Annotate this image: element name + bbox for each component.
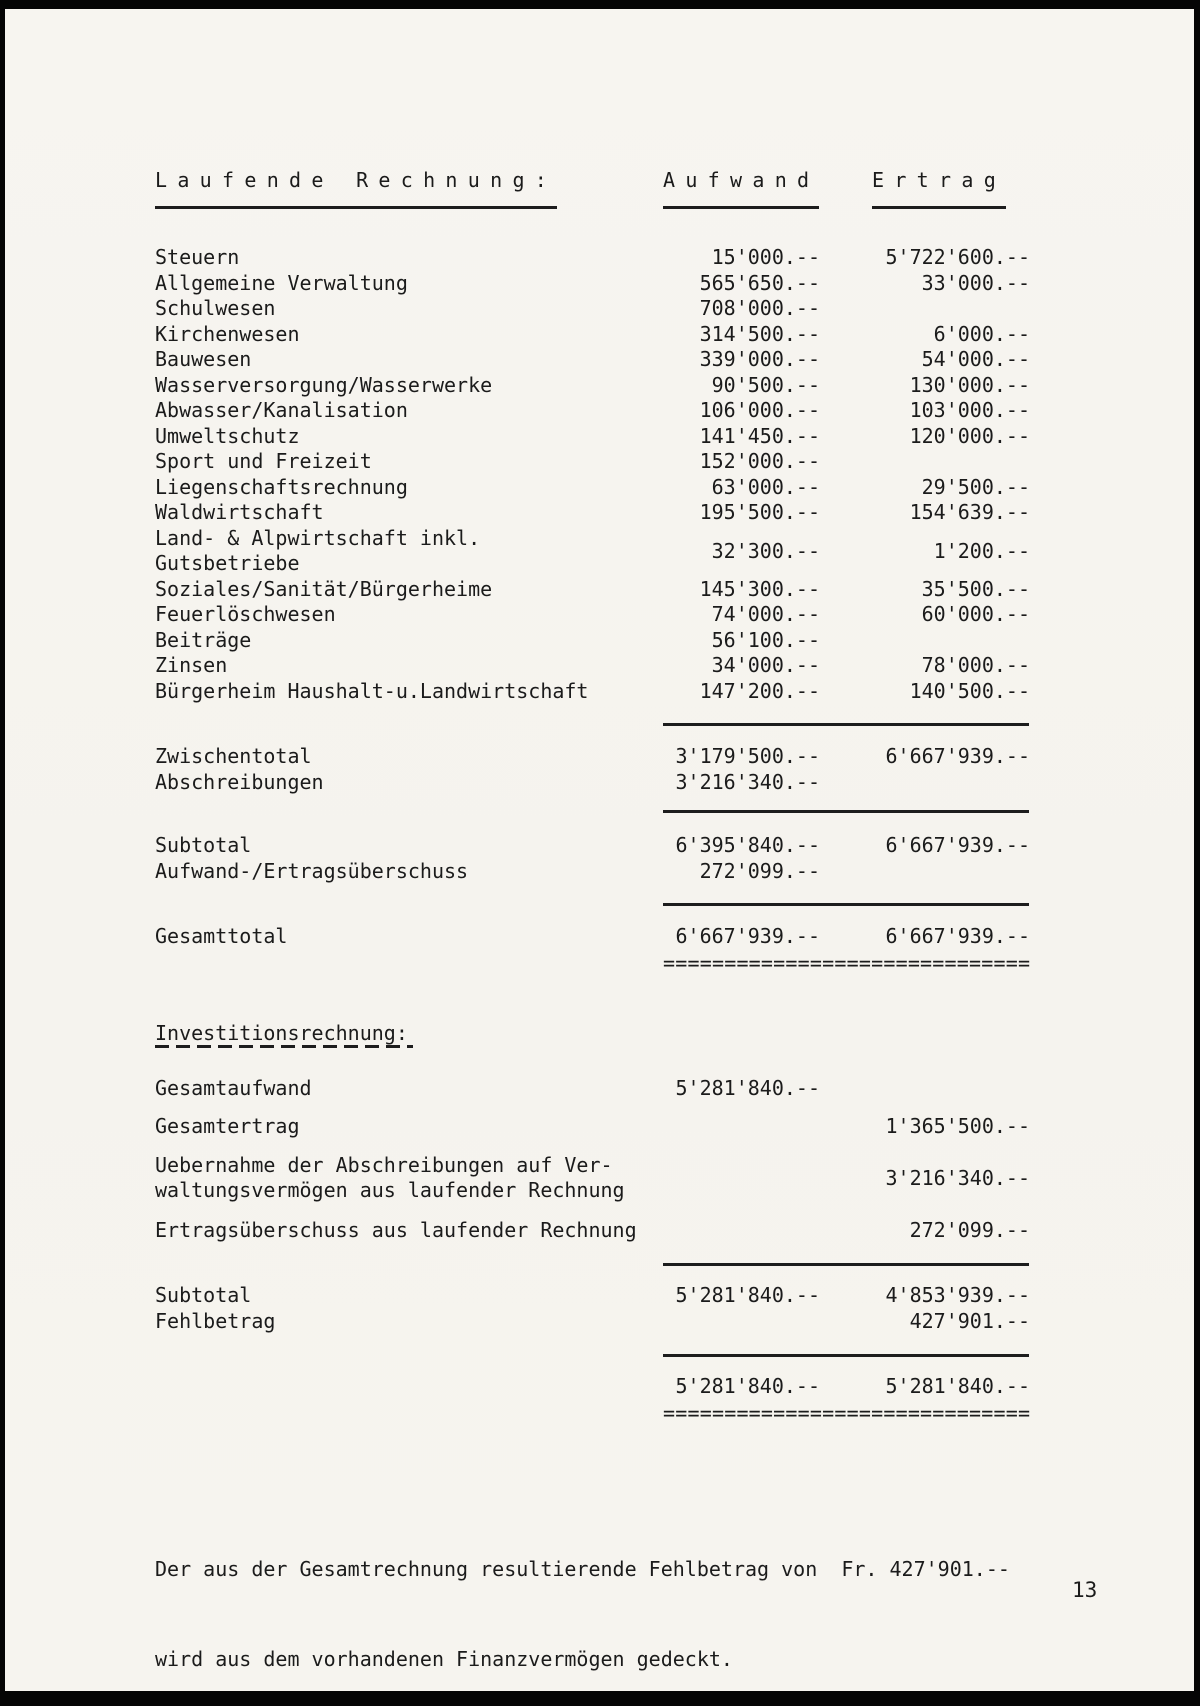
aufwand-value: 339'000.-- — [699, 347, 820, 371]
row-label: Wasserversorgung/Wasserwerke — [155, 372, 493, 397]
table-row — [155, 1218, 1035, 1244]
ertrag-value: 54'000.-- — [921, 347, 1030, 371]
ertrag-value: 5'281'840.-- — [885, 1373, 1030, 1398]
zwischentotal-row — [155, 744, 1035, 770]
table-row — [155, 1114, 1035, 1140]
row-label: Abschreibungen — [155, 769, 324, 794]
column-header-aufwand: Aufwand — [663, 170, 819, 209]
ertrag-value: 154'639.-- — [909, 500, 1030, 524]
aufwand-value: 141'450.-- — [699, 423, 820, 448]
total-rule — [663, 1354, 1029, 1357]
investment-heading — [155, 1023, 1035, 1048]
total-rule — [663, 903, 1029, 906]
column-header-ertrag: Ertrag — [872, 170, 1006, 209]
row-label: Abwasser/Kanalisation — [155, 398, 408, 422]
row-label: Gesamtaufwand — [155, 1075, 312, 1100]
row-label: Bauwesen — [155, 347, 252, 371]
table-row — [155, 373, 1035, 399]
dashed-underline — [155, 1045, 413, 1048]
row-label: Aufwand-/Ertragsüberschuss — [155, 858, 469, 883]
row-label: Subtotal — [155, 833, 252, 857]
table-row — [155, 475, 1035, 501]
table-row — [155, 602, 1035, 628]
subtotal-row — [155, 833, 1035, 859]
aufwand-value: 3'179'500.-- — [675, 744, 820, 768]
row-label: Gesamttotal — [155, 924, 288, 948]
double-rule: ============================== — [663, 950, 1031, 975]
total-rule — [663, 1263, 1029, 1266]
ertrag-value: 1'365'500.-- — [885, 1113, 1030, 1138]
aufwand-value: 5'281'840.-- — [675, 1283, 820, 1307]
aufwand-value: 152'000.-- — [699, 449, 820, 473]
subtotal-row — [155, 1283, 1035, 1309]
ertrag-value — [820, 449, 1030, 475]
row-label: Beiträge — [155, 627, 252, 652]
aufwand-value: 3'216'340.-- — [675, 769, 820, 794]
ertrag-value — [820, 770, 1030, 796]
row-label: Land- & Alpwirtschaft inkl. Gutsbetriebe — [155, 525, 481, 575]
footer-paragraph — [155, 1494, 1010, 1706]
table-row — [155, 577, 1035, 603]
fehlbetrag-row — [155, 1309, 1035, 1335]
aufwand-value — [645, 1309, 820, 1335]
ertrag-value: 140'500.-- — [909, 678, 1030, 703]
ertrag-value: 6'000.-- — [933, 321, 1030, 346]
row-label: Zinsen — [155, 653, 228, 677]
table-row — [155, 628, 1035, 654]
aufwand-value: 15'000.-- — [711, 245, 820, 269]
row-label: Feuerlöschwesen — [155, 602, 336, 626]
ertrag-value: 4'853'939.-- — [885, 1283, 1030, 1307]
aufwand-value: 145'300.-- — [699, 576, 820, 601]
total-rule — [663, 810, 1029, 813]
gesamttotal-row — [155, 924, 1035, 950]
table-row — [155, 1153, 1035, 1204]
table-row — [155, 679, 1035, 705]
investment-account-section — [155, 1023, 1035, 1427]
ertrag-value: 6'667'939.-- — [885, 833, 1030, 857]
abschreibungen-row — [155, 770, 1035, 796]
aufwand-value — [645, 1114, 820, 1140]
aufwand-value: 63'000.-- — [711, 474, 820, 499]
row-label: Liegenschaftsrechnung — [155, 474, 408, 499]
ertrag-value: 6'667'939.-- — [885, 744, 1030, 768]
final-total-row — [155, 1374, 1035, 1400]
aufwand-value: 56'100.-- — [711, 627, 820, 652]
ertrag-value: 29'500.-- — [921, 474, 1030, 499]
ertrag-value — [820, 859, 1030, 885]
page-number: 13 — [1072, 1578, 1098, 1602]
ertrag-value: 5'722'600.-- — [885, 245, 1030, 269]
table-row — [155, 449, 1035, 475]
ertrag-value: 6'667'939.-- — [885, 924, 1030, 948]
current-account-section — [155, 245, 1035, 976]
table-row — [155, 526, 1035, 577]
section-title: Investitionsrechnung: — [155, 1021, 408, 1045]
table-row — [155, 424, 1035, 450]
ertrag-value: 272'099.-- — [909, 1217, 1030, 1242]
row-label: Ertragsüberschuss aus laufender Rechnung — [155, 1217, 637, 1242]
row-label: Zwischentotal — [155, 744, 312, 768]
row-label: Gesamtertrag — [155, 1113, 300, 1138]
table-row — [155, 296, 1035, 322]
row-label: Schulwesen — [155, 296, 276, 320]
ertrag-value: 35'500.-- — [921, 576, 1030, 601]
aufwand-value: 195'500.-- — [699, 500, 820, 524]
row-label — [155, 1374, 645, 1400]
footer-line: wird aus dem vorhandenen Finanzvermögen gedeckt. — [155, 1647, 733, 1671]
aufwand-value: 565'650.-- — [699, 270, 820, 295]
ertrag-value — [820, 1076, 1030, 1102]
aufwand-value: 32'300.-- — [711, 538, 820, 563]
row-label: Umweltschutz — [155, 423, 300, 448]
ertrag-value — [820, 628, 1030, 654]
row-label: Sport und Freizeit — [155, 449, 372, 473]
table-row — [155, 271, 1035, 297]
row-label: Allgemeine Verwaltung — [155, 270, 408, 295]
aufwand-value: 106'000.-- — [699, 398, 820, 422]
row-label: Kirchenwesen — [155, 321, 300, 346]
table-row — [155, 1076, 1035, 1102]
ertrag-value: 130'000.-- — [909, 372, 1030, 397]
row-label: Soziales/Sanität/Bürgerheime — [155, 576, 493, 601]
aufwand-value: 314'500.-- — [699, 321, 820, 346]
ertrag-value: 1'200.-- — [933, 538, 1030, 563]
ertrag-value: 60'000.-- — [921, 602, 1030, 626]
aufwand-value — [645, 1218, 820, 1244]
row-label: Uebernahme der Abschreibungen auf Ver- waltungsvermögen aus laufender Rechnung — [155, 1152, 625, 1202]
row-label: Bürgerheim Haushalt-u.Landwirtschaft — [155, 678, 589, 703]
ertrag-value: 427'901.-- — [909, 1308, 1030, 1333]
ertrag-value: 78'000.-- — [921, 653, 1030, 677]
table-row — [155, 500, 1035, 526]
table-row — [155, 322, 1035, 348]
aufwand-value: 272'099.-- — [699, 858, 820, 883]
aufwand-value: 6'667'939.-- — [675, 924, 820, 948]
investment-rows — [155, 1076, 1035, 1244]
ertrag-value: 3'216'340.-- — [885, 1165, 1030, 1190]
total-rule — [663, 723, 1029, 726]
aufwand-value: 90'500.-- — [711, 372, 820, 397]
aufwand-value: 708'000.-- — [699, 296, 820, 320]
aufwand-value: 147'200.-- — [699, 678, 820, 703]
aufwand-value: 6'395'840.-- — [675, 833, 820, 857]
row-label: Steuern — [155, 245, 240, 269]
aufwand-value: 74'000.-- — [711, 602, 820, 626]
double-rule: ============================== — [663, 1401, 1031, 1425]
document-title: Laufende Rechnung: — [155, 170, 557, 209]
table-row — [155, 653, 1035, 679]
ertrag-value — [820, 296, 1030, 322]
table-row — [155, 347, 1035, 373]
ueberschuss-row — [155, 859, 1035, 885]
table-row — [155, 245, 1035, 271]
ertrag-value: 103'000.-- — [909, 398, 1030, 422]
aufwand-value: 5'281'840.-- — [675, 1373, 820, 1398]
footer-line: Der aus der Gesamtrechnung resultierende Fehlbetrag von Fr. 427'901.-- — [155, 1557, 1010, 1581]
ertrag-value: 33'000.-- — [921, 270, 1030, 295]
aufwand-value — [645, 1153, 820, 1204]
table-row — [155, 398, 1035, 424]
aufwand-value: 34'000.-- — [711, 653, 820, 677]
row-label: Fehlbetrag — [155, 1308, 276, 1333]
current-account-rows — [155, 245, 1035, 704]
row-label: Subtotal — [155, 1283, 252, 1307]
aufwand-value: 5'281'840.-- — [675, 1075, 820, 1100]
ertrag-value: 120'000.-- — [909, 423, 1030, 448]
row-label: Waldwirtschaft — [155, 500, 324, 524]
